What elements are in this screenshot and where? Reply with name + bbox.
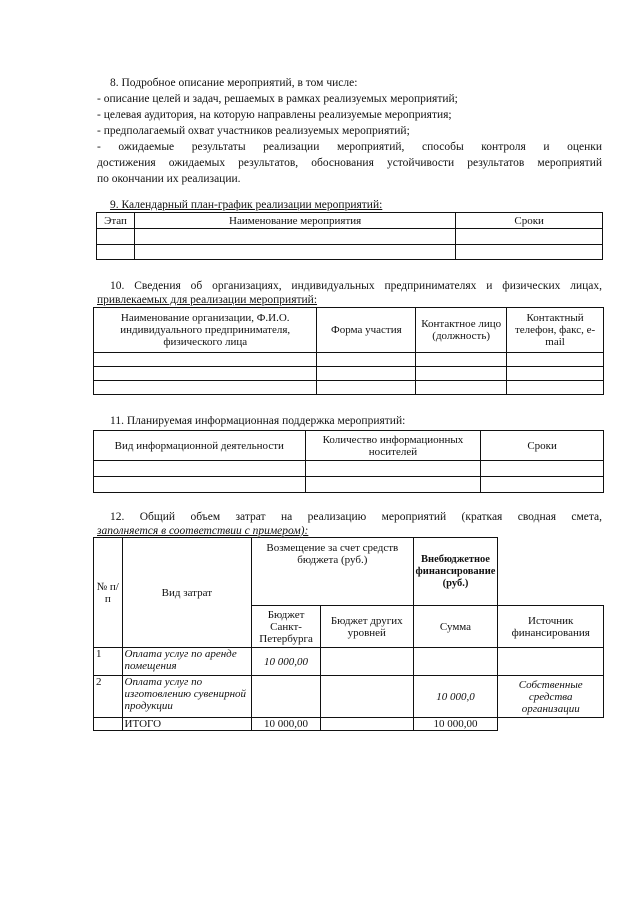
section-9-title: 9. Календарный план-график реализации мероприятий:	[110, 199, 383, 211]
budget-table	[93, 537, 604, 731]
table-cell	[498, 648, 604, 676]
section-11-title: 11. Планируемая информационная поддержка мероприятий:	[110, 415, 406, 427]
column-header: Вид информационной деятельности	[94, 431, 306, 461]
section-8-item: - ожидаемые результаты реализации мероприятий, способы контроля и оценки	[97, 141, 602, 153]
section-8-item: - предполагаемый охват участников реализуемых мероприятий;	[97, 125, 410, 137]
table-cell: Оплата услуг по аренде помещения	[122, 648, 252, 676]
section-8-item: достижения ожидаемых результатов, обоснования устойчивости результатов мероприятий	[97, 157, 602, 169]
table-cell	[252, 676, 321, 718]
table-cell: 10 000,00	[413, 718, 498, 731]
column-header: Контактный телефон, факс, e-mail	[507, 308, 604, 353]
table-cell	[320, 718, 413, 731]
column-header: Источник финансирования	[498, 606, 604, 648]
column-header: Бюджет Санкт-Петербурга	[252, 606, 321, 648]
column-header: Вид затрат	[122, 538, 252, 648]
column-header: Контактное лицо (должность)	[416, 308, 507, 353]
section-12-title: 12. Общий объем затрат на реализацию мероприятий (краткая сводная смета,	[110, 511, 602, 523]
section-12-note: заполняется в соответствии с примером):	[97, 525, 309, 537]
schedule-table	[96, 212, 603, 260]
column-header: Наименование мероприятия	[134, 213, 455, 229]
section-8-item: по окончании их реализации.	[97, 173, 241, 185]
column-header: Этап	[97, 213, 135, 229]
section-10-title-cont: привлекаемых для реализации мероприятий:	[97, 294, 318, 306]
table-cell: Оплата услуг по изготовлению сувенирной продукции	[122, 676, 252, 718]
table-cell: Собственные средства организации	[498, 676, 604, 718]
column-header: Количество информационных носителей	[305, 431, 481, 461]
section-8-item: - описание целей и задач, решаемых в рамках реализуемых мероприятий;	[97, 93, 458, 105]
section-10-title: 10. Сведения об организациях, индивидуальных предпринимателях и физических лицах,	[110, 280, 602, 292]
section-8-title: 8. Подробное описание мероприятий, в том числе:	[110, 77, 358, 89]
table-cell	[320, 676, 413, 718]
table-cell: 10 000,00	[252, 648, 321, 676]
section-8-item: - целевая аудитория, на которую направлены реализуемые мероприятия;	[97, 109, 452, 121]
table-cell	[498, 718, 604, 731]
column-header: Возмещение за счет средств бюджета (руб.)	[252, 538, 413, 606]
table-cell: ИТОГО	[122, 718, 252, 731]
column-header: Сроки	[481, 431, 604, 461]
table-cell: 1	[94, 648, 123, 676]
column-header: Бюджет других уровней	[320, 606, 413, 648]
column-header: № п/п	[94, 538, 123, 648]
info-support-table	[93, 430, 604, 493]
table-cell: 10 000,0	[413, 676, 498, 718]
table-cell: 2	[94, 676, 123, 718]
participants-table	[93, 307, 604, 395]
table-cell	[320, 648, 413, 676]
table-cell	[413, 648, 498, 676]
column-header: Внебюджетное финансирование (руб.)	[413, 538, 498, 606]
table-cell: 10 000,00	[252, 718, 321, 731]
column-header: Наименование организации, Ф.И.О. индивидуального предпринимателя, физического лица	[94, 308, 317, 353]
column-header: Сроки	[456, 213, 603, 229]
column-header: Сумма	[413, 606, 498, 648]
table-cell	[94, 718, 123, 731]
column-header: Форма участия	[317, 308, 416, 353]
